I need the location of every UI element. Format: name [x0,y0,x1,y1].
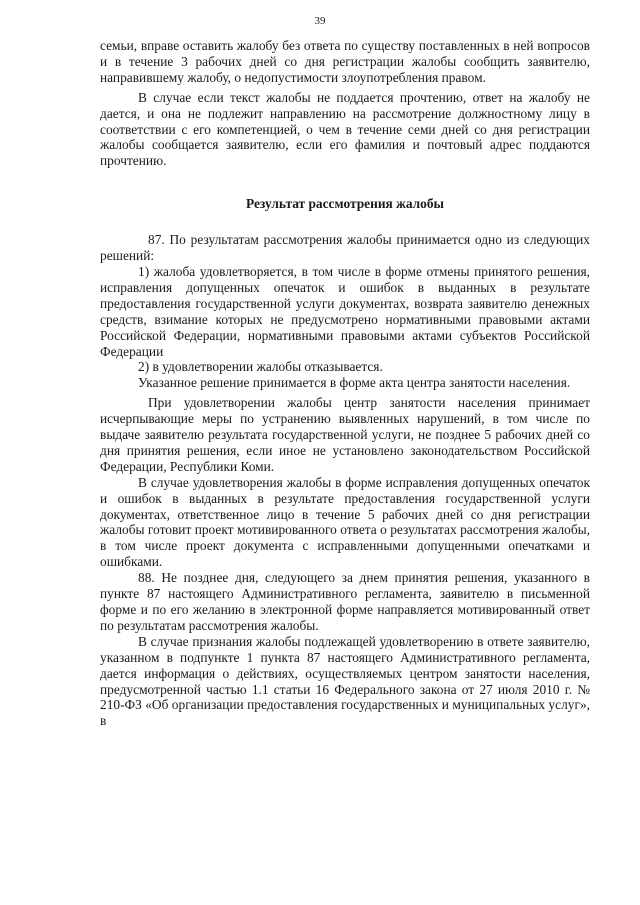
paragraph: 87. По результатам рассмотрения жалобы принимается одно из следующих решений: [100,232,590,264]
paragraph: В случае если текст жалобы не поддается прочтению, ответ на жалобу не дается, и она не подлежит направлению на рассмотрение должностному лицу в соответствии с его компетенцией, о чем в течение семи дней со дня регистрации жалобы сообщается заявителю, если его фамилия и почтовый адрес поддаются прочтению. [100,89,590,169]
section-heading: Результат рассмотрения жалобы [245,196,445,212]
paragraph: В случае удовлетворения жалобы в форме исправления допущенных опечаток и ошибок в выданных в результате предоставления государственной услуги документах, ответственное лицо в течение 5 рабочих дней со дня регистрации жалобы готовит проект мотивированного ответа о результатах рассмотрения жалобы, в том числе проект документа с исправленными допущенными опечатками и ошибками. [100,474,590,570]
paragraph: семьи, вправе оставить жалобу без ответа по существу поставленных в ней вопросов и в течение 3 рабочих дней со дня регистрации жалобы сообщить заявителю, направившему жалобу, о недопустимости злоупотребления правом. [100,38,590,85]
document-body [100,38,590,729]
list-item: 2) в удовлетворении жалобы отказывается. [138,359,383,375]
paragraph: Указанное решение принимается в форме акта центра занятости населения. [138,375,571,391]
list-item: 1) жалоба удовлетворяется, в том числе в форме отмены принятого решения, исправления допущенных опечаток и ошибок в выданных в результате предоставления государственной услуги документах, возврата заявителю денежных средств, взимание которых не предусмотрено нормативными правовыми актами Российской Федерации, нормативными правовыми актами субъектов Российской Федерации [100,263,590,359]
paragraph: В случае признания жалобы подлежащей удовлетворению в ответе заявителю, указанном в подпункте 1 пункта 87 настоящего Административного регламента, дается информация о действиях, осуществляемых центром занятости населения, предусмотренной частью 1.1 статьи 16 Федерального закона от 27 июля 2010 г. № 210-ФЗ «Об организации предоставления государственных и муниципальных услуг», в [100,633,590,729]
paragraph: 88. Не позднее дня, следующего за днем принятия решения, указанного в пункте 87 настоящего Административного регламента, заявителю в письменной форме и по его желанию в электронной форме направляется мотивированный ответ по результатам рассмотрения жалобы. [100,570,590,633]
paragraph: При удовлетворении жалобы центр занятости населения принимает исчерпывающие меры по устранению выявленных нарушений, в том числе по выдаче заявителю результата государственной услуги, не позднее 5 рабочих дней со дня принятия решения, если иное не установлено законодательством Российской Федерации, Республики Коми. [100,395,590,474]
page-number: 39 [314,15,326,27]
